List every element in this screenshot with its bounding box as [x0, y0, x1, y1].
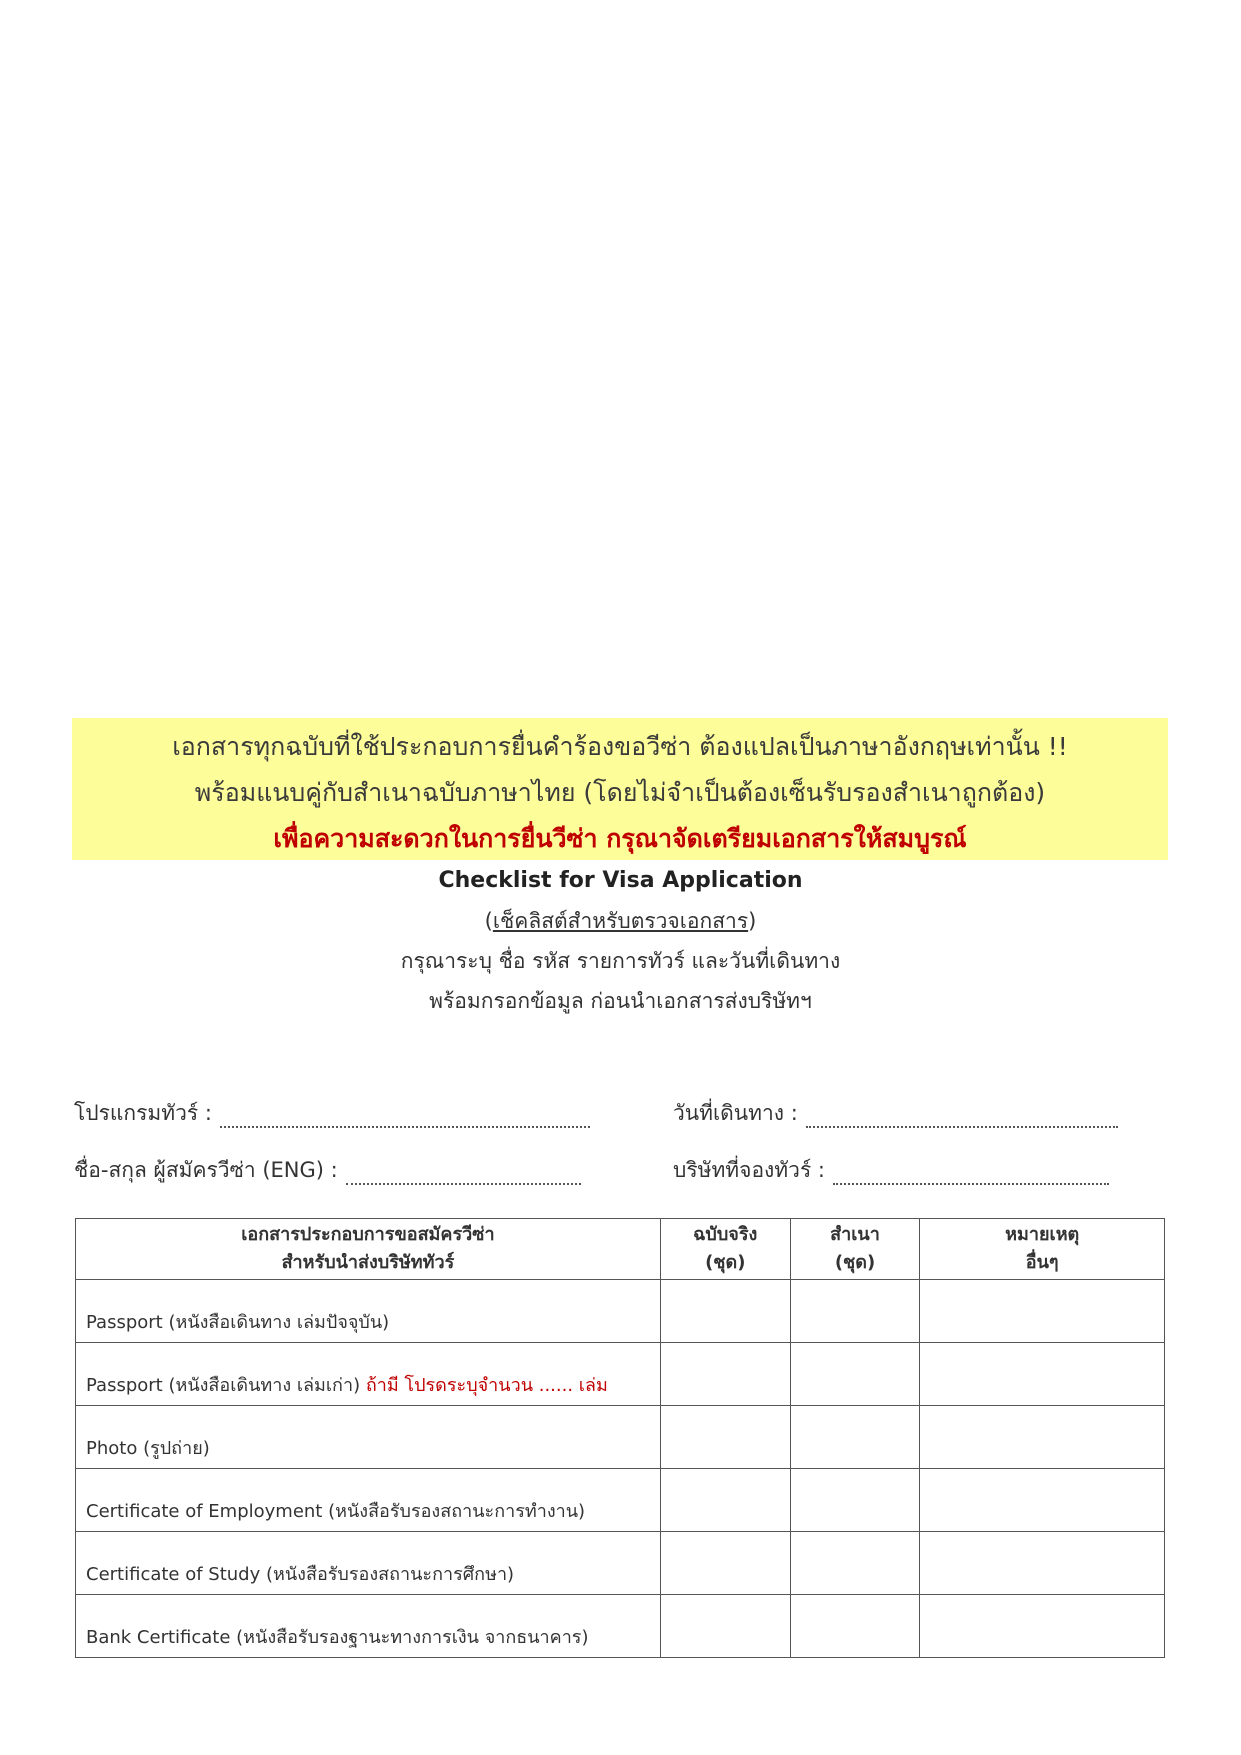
table-header-row [76, 1219, 1165, 1280]
row-item [76, 1343, 661, 1406]
remark-cell[interactable] [920, 1406, 1165, 1469]
program-input-line[interactable] [220, 1102, 590, 1128]
document-checklist-table [75, 1218, 1165, 1658]
table-row [76, 1343, 1165, 1406]
copy-count-cell[interactable] [790, 1406, 920, 1469]
original-count-cell[interactable] [660, 1280, 790, 1343]
copy-count-cell[interactable] [790, 1532, 920, 1595]
row-item-text: Passport (หนังสือเดินทาง เล่มเก่า) [86, 1375, 361, 1396]
original-count-cell[interactable] [660, 1532, 790, 1595]
notice-line-1: เอกสารทุกฉบับที่ใช้ประกอบการยื่นคำร้องขอวีซ่า ต้องแปลเป็นภาษาอังกฤษเท่านั้น !! [172, 732, 1068, 761]
remark-cell[interactable] [920, 1595, 1165, 1658]
travel-date-field [673, 1098, 1118, 1128]
original-count-cell[interactable] [660, 1343, 790, 1406]
row-item [76, 1280, 661, 1343]
copy-count-cell[interactable] [790, 1343, 920, 1406]
company-field [673, 1155, 1109, 1185]
remark-cell[interactable] [920, 1469, 1165, 1532]
notice-line-2: พร้อมแนบคู่กับสำเนาฉบับภาษาไทย (โดยไม่จำเป็นต้องเซ็นรับรองสำเนาถูกต้อง) [194, 778, 1046, 807]
original-count-cell[interactable] [660, 1469, 790, 1532]
checklist-title: Checklist for Visa Application [438, 868, 803, 893]
header-original-line-1: ฉบับจริง [693, 1224, 758, 1245]
program-field [74, 1098, 590, 1128]
header-copy-line-1: สำเนา [830, 1224, 880, 1245]
row-item-text: Certificate of Study (หนังสือรับรองสถานะการศึกษา) [86, 1564, 515, 1585]
instruction-line-1: กรุณาระบุ ชื่อ รหัส รายการทัวร์ และวันที่เดินทาง [400, 949, 841, 973]
row-item-text: Certificate of Employment (หนังสือรับรองสถานะการทำงาน) [86, 1501, 586, 1522]
notice-line-3: เพื่อความสะดวกในการยื่นวีซ่า กรุณาจัดเตรียมเอกสารให้สมบูรณ์ [273, 824, 967, 853]
header-document-line-2: สำหรับนำส่งบริษัททัวร์ [281, 1252, 455, 1273]
applicant-input-line[interactable] [346, 1159, 581, 1185]
remark-cell[interactable] [920, 1343, 1165, 1406]
copy-count-cell[interactable] [790, 1469, 920, 1532]
row-item [76, 1595, 661, 1658]
applicant-field [74, 1155, 581, 1185]
checklist-subtitle: (เช็คลิสต์สำหรับตรวจเอกสาร) [484, 909, 757, 933]
row-item [76, 1532, 661, 1595]
travel-date-input-line[interactable] [806, 1102, 1118, 1128]
company-label: บริษัทที่จองทัวร์ : [673, 1158, 825, 1182]
instruction-line-2: พร้อมกรอกข้อมูล ก่อนนำเอกสารส่งบริษัทฯ [429, 989, 812, 1013]
header-original [660, 1219, 790, 1280]
header-copy-line-2: (ชุด) [834, 1252, 876, 1273]
original-count-cell[interactable] [660, 1406, 790, 1469]
header-remark-line-2: อื่นๆ [1025, 1252, 1059, 1273]
remark-cell[interactable] [920, 1280, 1165, 1343]
applicant-label: ชื่อ-สกุล ผู้สมัครวีซ่า (ENG) : [74, 1158, 338, 1182]
table-row [76, 1406, 1165, 1469]
row-item-note: ถ้ามี โปรดระบุจำนวน ...... เล่ม [365, 1375, 608, 1396]
row-item-text: Photo (รูปถ่าย) [86, 1438, 210, 1459]
copy-count-cell[interactable] [790, 1280, 920, 1343]
table-row [76, 1280, 1165, 1343]
header-remark [920, 1219, 1165, 1280]
header-document [76, 1219, 661, 1280]
travel-date-label: วันที่เดินทาง : [673, 1101, 798, 1125]
copy-count-cell[interactable] [790, 1595, 920, 1658]
header-document-line-1: เอกสารประกอบการขอสมัครวีซ่า [241, 1224, 495, 1245]
company-input-line[interactable] [833, 1159, 1109, 1185]
row-item-text: Bank Certificate (หนังสือรับรองฐานะทางการเงิน จากธนาคาร) [86, 1627, 589, 1648]
header-remark-line-1: หมายเหตุ [1005, 1224, 1080, 1245]
table-row [76, 1532, 1165, 1595]
row-item [76, 1406, 661, 1469]
original-count-cell[interactable] [660, 1595, 790, 1658]
row-item [76, 1469, 661, 1532]
table-row [76, 1595, 1165, 1658]
checklist-subtitle-text: เช็คลิสต์สำหรับตรวจเอกสาร [492, 909, 749, 933]
table-row [76, 1469, 1165, 1532]
header-copy [790, 1219, 920, 1280]
row-item-text: Passport (หนังสือเดินทาง เล่มปัจจุบัน) [86, 1312, 390, 1333]
program-label: โปรแกรมทัวร์ : [74, 1101, 212, 1125]
notice-banner [72, 718, 1168, 860]
remark-cell[interactable] [920, 1532, 1165, 1595]
header-original-line-2: (ชุด) [705, 1252, 746, 1273]
